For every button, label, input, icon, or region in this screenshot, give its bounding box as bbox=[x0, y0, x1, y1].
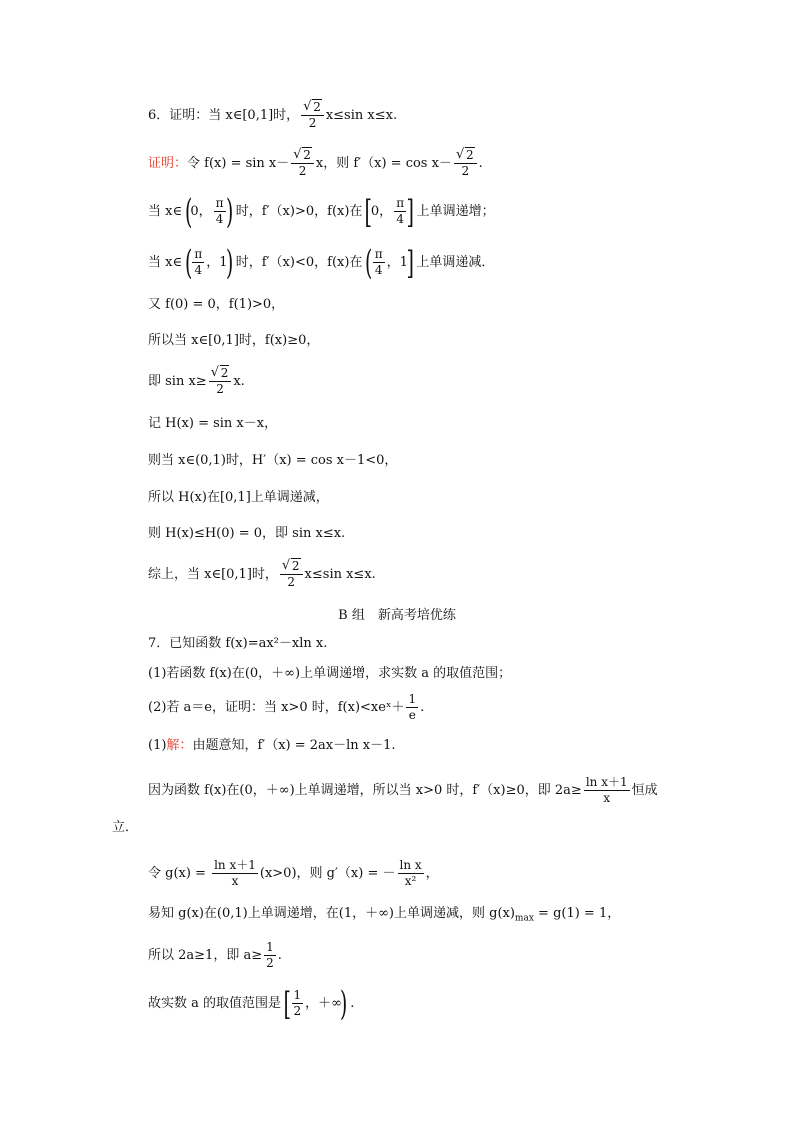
problem-6-tail: x≤sin x≤x. bbox=[325, 108, 398, 123]
problem-6-label: 6．证明：当 bbox=[148, 108, 226, 123]
proof-line-2: 当 x∈(0， $\frac{\pi}{4}$ ) 时，f′（x)>0，f(x)在[0， $\frac{\pi}{4}$ ] 上单调递增； bbox=[148, 191, 495, 232]
sqrt2-over-2: √ $\frac{2}{2}$ bbox=[291, 148, 314, 179]
sqrt2-over-2: √ $\frac{2}{2}$ bbox=[301, 100, 324, 131]
proof-line-10: 则 H(x)≤H(0) = 0，即 sin x≤x. bbox=[148, 526, 346, 541]
problem-6-statement bbox=[148, 100, 734, 131]
solution-line-2-cont: 立． bbox=[112, 820, 139, 835]
proof-line-5: 所以当 x∈[0,1]时，f(x)≥0， bbox=[148, 333, 320, 348]
proof-line-1: 证明：令 f(x) = sin x－ √ $\frac{2}{2}$ x，则 f′（x) = cos x－ √ $\frac{2}{2}$ . bbox=[148, 148, 734, 179]
proof-line-6: 即 sin x≥ √ $\frac{2}{2}$ x. bbox=[148, 366, 734, 397]
sqrt2-over-2: √ $\frac{2}{2}$ bbox=[454, 148, 477, 179]
problem-7-stem: 7．已知函数 f(x)=ax²－xln x. bbox=[148, 636, 328, 651]
proof-line-3: 当 x∈( $\frac{\pi}{4}$ ，1) 时，f′（x)<0，f(x)在( $\frac{\pi}{4}$ ，1] 上单调递减． bbox=[148, 242, 495, 283]
solution-line-2: 因为函数 f(x)在(0，＋∞)上单调递增，所以当 x>0 时，f′（x)≥0，即 2a≥ $\frac{\text{ln x＋1}}{x}$ 恒成 bbox=[148, 775, 658, 805]
problem-6-condition: x∈[0,1]时， bbox=[225, 108, 300, 123]
proof-tag: 证明： bbox=[148, 156, 188, 171]
proof-line-8: 则当 x∈(0,1)时，H′（x) = cos x－1<0， bbox=[148, 453, 398, 468]
problem-7-question-1: (1)若函数 f(x)在(0，＋∞)上单调递增，求实数 a 的取值范围； bbox=[148, 666, 512, 681]
proof-line-9: 所以 H(x)在[0,1]上单调递减， bbox=[148, 490, 329, 505]
problem-7-question-2: (2)若 a＝e，证明：当 x>0 时，f(x)<xeˣ＋ $\frac{1}{e}$ . bbox=[148, 692, 425, 722]
solution-line-5: 所以 2a≥1，即 a≥ $\frac{1}{2}$ . bbox=[148, 940, 282, 970]
solution-line-3: 令 g(x) = $\frac{\text{ln x＋1}}{x}$ (x>0)，则 g′（x) = － $\frac{\text{ln x}}{\text{x²}}$ ， bbox=[148, 858, 439, 888]
solution-line-6: 故实数 a 的取值范围是[ $\frac{1}{2}$ ，＋∞) . bbox=[148, 983, 355, 1024]
proof-line-11: 综上，当 x∈[0,1]时， √ $\frac{2}{2}$ x≤sin x≤x. bbox=[148, 559, 734, 590]
section-b-title: B 组 新高考培优练 bbox=[338, 608, 456, 623]
proof-line-4: 又 f(0) = 0，f(1)>0， bbox=[148, 297, 285, 312]
solution-line-1: (1)解：由题意知，f′（x) = 2ax－ln x－1. bbox=[148, 738, 396, 753]
solution-line-4: 易知 g(x)在(0,1)上单调递增，在(1，＋∞)上单调递减，则 $g(x)_{max} = g(1) = 1$， bbox=[148, 906, 621, 924]
solution-tag: 解： bbox=[166, 738, 193, 753]
proof-line-7: 记 H(x) = sin x－x， bbox=[148, 416, 278, 431]
